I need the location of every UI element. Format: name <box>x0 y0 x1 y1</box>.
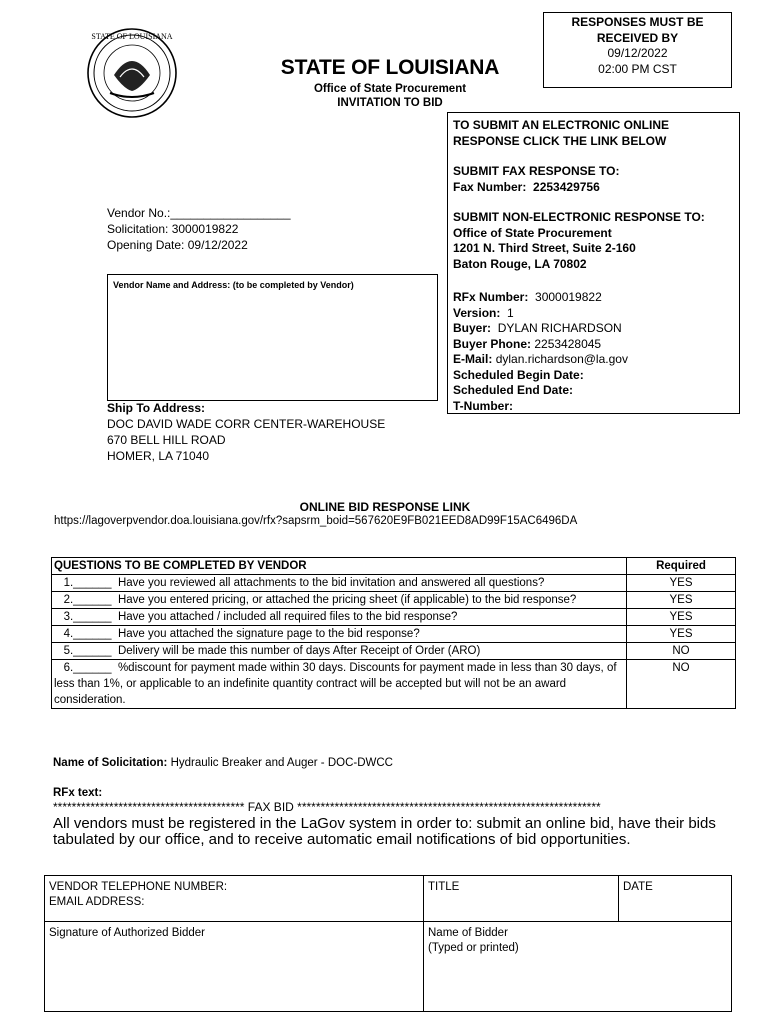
email-label: E-Mail: <box>453 352 493 366</box>
questions-header: QUESTIONS TO BE COMPLETED BY VENDOR <box>52 558 627 575</box>
page-title: STATE OF LOUISIANA <box>280 56 500 79</box>
required-value: NO <box>627 660 736 709</box>
office-name: Office of State Procurement <box>313 83 467 95</box>
date-label: DATE <box>623 881 653 893</box>
question-text[interactable]: 4.______ Have you attached the signature page to the bid response? <box>52 626 627 643</box>
required-value: YES <box>627 575 736 592</box>
buyer-phone-label: Buyer Phone: <box>453 336 532 351</box>
question-text[interactable]: 3.______ Have you attached / included all required files to the bid response? <box>52 609 627 626</box>
vendor-questions-table <box>51 557 736 709</box>
title-field[interactable] <box>424 876 619 922</box>
office-heading <box>270 82 510 110</box>
scheduled-end-label: Scheduled End Date: <box>453 383 574 397</box>
fax-number-line <box>453 180 739 196</box>
bidder-name-hint: (Typed or printed) <box>428 942 519 954</box>
rfx-text-label: RFx text: <box>53 787 103 799</box>
buyer-label: Buyer: <box>453 321 492 335</box>
submission-instructions-box <box>447 112 740 414</box>
fax-heading: SUBMIT FAX RESPONSE TO: <box>453 164 620 178</box>
rfx-number: 3000019822 <box>535 290 602 304</box>
version-value: 1 <box>507 305 514 320</box>
table-row <box>52 592 736 609</box>
ship-to-label: Ship To Address: <box>107 401 206 415</box>
vendor-contact-field[interactable] <box>45 876 424 922</box>
response-deadline-box <box>543 12 732 88</box>
table-header-row <box>52 558 736 575</box>
question-text[interactable]: 2.______ Have you entered pricing, or attached the pricing sheet (if applicable) to the bid response? <box>52 592 627 609</box>
table-row <box>52 575 736 592</box>
signature-table <box>44 875 732 1012</box>
t-number-label: T-Number: <box>453 398 513 413</box>
table-row <box>52 626 736 643</box>
address-line-1: Office of State Procurement <box>453 225 612 240</box>
address-line-2: 1201 N. Third Street, Suite 2-160 <box>453 241 636 255</box>
non-electronic-heading: SUBMIT NON-ELECTRONIC RESPONSE TO: <box>453 210 705 224</box>
scheduled-begin-label: Scheduled Begin Date: <box>453 367 584 382</box>
buyer-phone-line <box>453 337 739 353</box>
vendor-info <box>107 205 291 253</box>
fax-number: 2253429756 <box>533 179 600 194</box>
question-text[interactable]: 1.______ Have you reviewed all attachments to the bid invitation and answered all questions? <box>52 575 627 592</box>
vendor-box-label: Vendor Name and Address: (to be completed by Vendor) <box>113 280 354 290</box>
required-value: NO <box>627 643 736 660</box>
vendor-number: Vendor No.:__________________ <box>107 206 291 220</box>
date-field[interactable] <box>619 876 732 922</box>
state-seal-logo <box>80 27 184 119</box>
buyer-email: dylan.richardson@la.gov <box>495 352 628 366</box>
document-type: INVITATION TO BID <box>337 97 443 109</box>
ship-to-line-3: HOMER, LA 71040 <box>107 449 210 463</box>
ship-to-line-1: DOC DAVID WADE CORR CENTER-WAREHOUSE <box>107 417 386 431</box>
buyer-name: DYLAN RICHARDSON <box>497 321 622 335</box>
buyer-line <box>453 321 739 337</box>
question-text[interactable]: 6.______ %discount for payment made within 30 days. Discounts for payment made in less than 30 days, of less than 1%, or applicable to an indefinite quantity contract will be accepted but will not be an award consideration. <box>52 660 627 709</box>
email-address-label: EMAIL ADDRESS: <box>49 896 145 908</box>
table-row <box>52 643 736 660</box>
signature-row-1 <box>45 876 732 922</box>
solicitation-number: Solicitation: 3000019822 <box>107 222 239 236</box>
email-line <box>453 352 739 368</box>
fax-bid-line: ***************************************** FAX BID ***************************************************************** <box>53 800 601 814</box>
vendor-name-address-field[interactable] <box>107 274 438 401</box>
seal-text: STATE OF LOUISIANA <box>91 32 173 41</box>
required-value: YES <box>627 626 736 643</box>
question-text[interactable]: 5.______ Delivery will be made this number of days After Receipt of Order (ARO) <box>52 643 627 660</box>
response-line-1: RESPONSES MUST BE <box>571 15 704 29</box>
address-line-3: Baton Rouge, LA 70802 <box>453 256 587 271</box>
electronic-line-1: TO SUBMIT AN ELECTRONIC ONLINE <box>453 118 669 132</box>
bidder-name-field[interactable] <box>424 922 732 1012</box>
online-bid-heading: ONLINE BID RESPONSE LINK <box>299 500 471 514</box>
solicitation-name-value: Hydraulic Breaker and Auger - DOC-DWCC <box>170 757 393 769</box>
required-value: YES <box>627 609 736 626</box>
required-header: Required <box>627 558 736 575</box>
rfx-number-line <box>453 290 739 306</box>
telephone-label: VENDOR TELEPHONE NUMBER: <box>49 881 228 893</box>
response-date: 09/12/2022 <box>607 46 668 60</box>
title-label: TITLE <box>428 881 460 893</box>
version-line <box>453 306 739 322</box>
table-row <box>52 609 736 626</box>
table-row <box>52 660 736 709</box>
response-time: 02:00 PM CST <box>598 61 677 76</box>
signature-row-2 <box>45 922 732 1012</box>
electronic-line-2: RESPONSE CLICK THE LINK BELOW <box>453 133 667 148</box>
ship-to-line-2: 670 BELL HILL ROAD <box>107 433 226 447</box>
signature-field[interactable] <box>45 922 424 1012</box>
solicitation-name-label: Name of Solicitation: <box>53 757 168 769</box>
solicitation-name <box>53 757 393 769</box>
signature-label: Signature of Authorized Bidder <box>49 927 205 939</box>
ship-to-address <box>107 400 385 464</box>
response-line-2: RECEIVED BY <box>596 30 679 45</box>
required-value: YES <box>627 592 736 609</box>
opening-date: Opening Date: 09/12/2022 <box>107 238 248 252</box>
online-bid-link[interactable]: https://lagoverpvendor.doa.louisiana.gov/rfx?sapsrm_boid=567620E9FB021EED8AD99F15AC6496DA <box>54 515 578 527</box>
registration-notice: All vendors must be registered in the LaGov system in order to: submit an online bid, have their bids tabulated by our office, and to receive automatic email notifications of bid opportunities. <box>53 815 716 848</box>
rfx-number-label: RFx Number: <box>453 290 529 304</box>
buyer-phone: 2253428045 <box>534 336 602 351</box>
fax-label: Fax Number: <box>453 179 527 194</box>
bidder-name-label: Name of Bidder <box>428 927 508 939</box>
version-label: Version: <box>453 305 501 320</box>
